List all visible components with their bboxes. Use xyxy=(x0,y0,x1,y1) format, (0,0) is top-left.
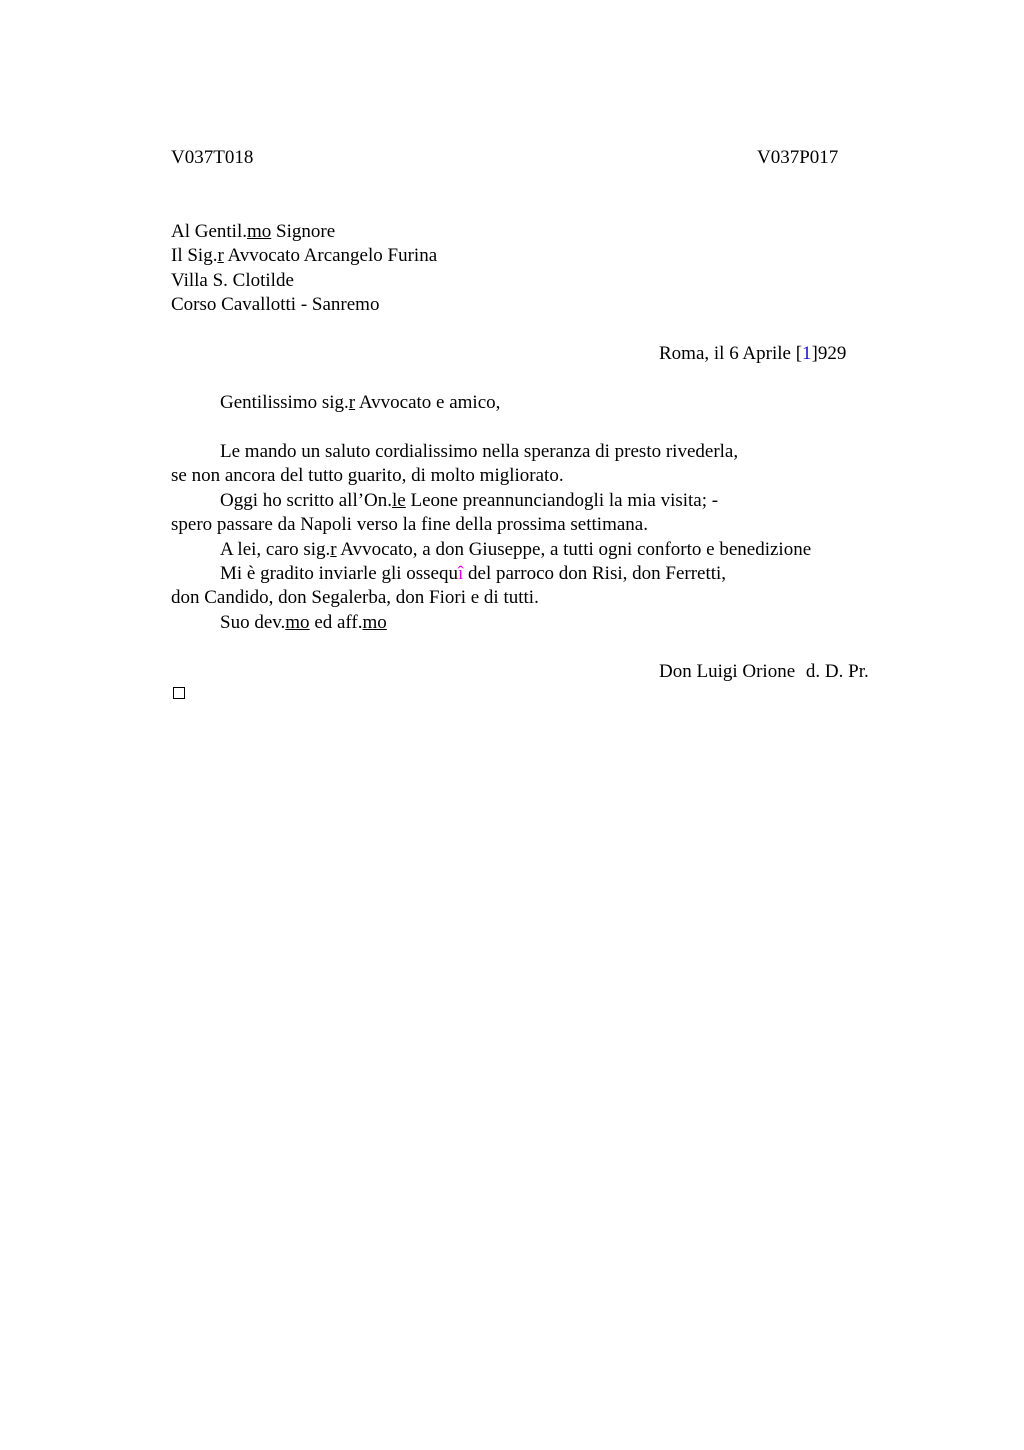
address-line-3: Villa S. Clotilde xyxy=(171,269,294,291)
body-line: spero passare da Napoli verso la fine della prossima settimana. xyxy=(171,514,648,536)
recipient-address xyxy=(171,220,437,318)
closing-line: Suo dev.mo ed aff.mo xyxy=(220,611,387,633)
body-line: Oggi ho scritto all’On.le Leone preannunciandogli la mia visita; - xyxy=(220,489,719,511)
signature-name: Don Luigi Orione xyxy=(659,661,796,682)
checkbox-icon xyxy=(173,687,185,699)
editorial-insertion: 1 xyxy=(802,343,812,364)
signature xyxy=(659,660,869,684)
abbreviation-superscript: mo xyxy=(285,611,310,633)
editorial-correction: î xyxy=(457,563,464,585)
body-line: se non ancora del tutto guarito, di molto migliorato. xyxy=(171,465,564,487)
signature-title: d. D. Pr. xyxy=(805,661,869,682)
abbreviation-superscript: r xyxy=(330,538,337,560)
abbreviation-superscript: mo xyxy=(362,611,387,633)
abbreviation-superscript: mo xyxy=(247,221,272,242)
salutation: Gentilissimo sig.r Avvocato e amico, xyxy=(220,392,501,413)
document-code-left: V037T018 xyxy=(171,147,254,168)
body-line: Le mando un saluto cordialissimo nella speranza di presto rivederla, xyxy=(220,441,739,462)
address-line-4: Corso Cavallotti - Sanremo xyxy=(171,294,380,316)
document-code-right: V037P017 xyxy=(757,147,839,168)
abbreviation-superscript: le xyxy=(392,489,406,511)
abbreviation-superscript: r xyxy=(348,392,356,413)
address-line-2: Il Sig.r Avvocato Arcangelo Furina xyxy=(171,245,438,267)
body-line: Mi è gradito inviarle gli ossequî del parroco don Risi, don Ferretti, xyxy=(220,563,727,585)
address-line-1: Al Gentil.mo Signore xyxy=(171,221,336,242)
letter-date: Roma, il 6 Aprile [1]929 xyxy=(659,343,847,364)
letter-body xyxy=(171,440,891,635)
body-line: don Candido, don Segalerba, don Fiori e di tutti. xyxy=(171,587,539,609)
abbreviation-superscript: r xyxy=(217,245,224,267)
body-line: A lei, caro sig.r Avvocato, a don Giuseppe, a tutti ogni conforto e benedizione xyxy=(220,538,812,560)
